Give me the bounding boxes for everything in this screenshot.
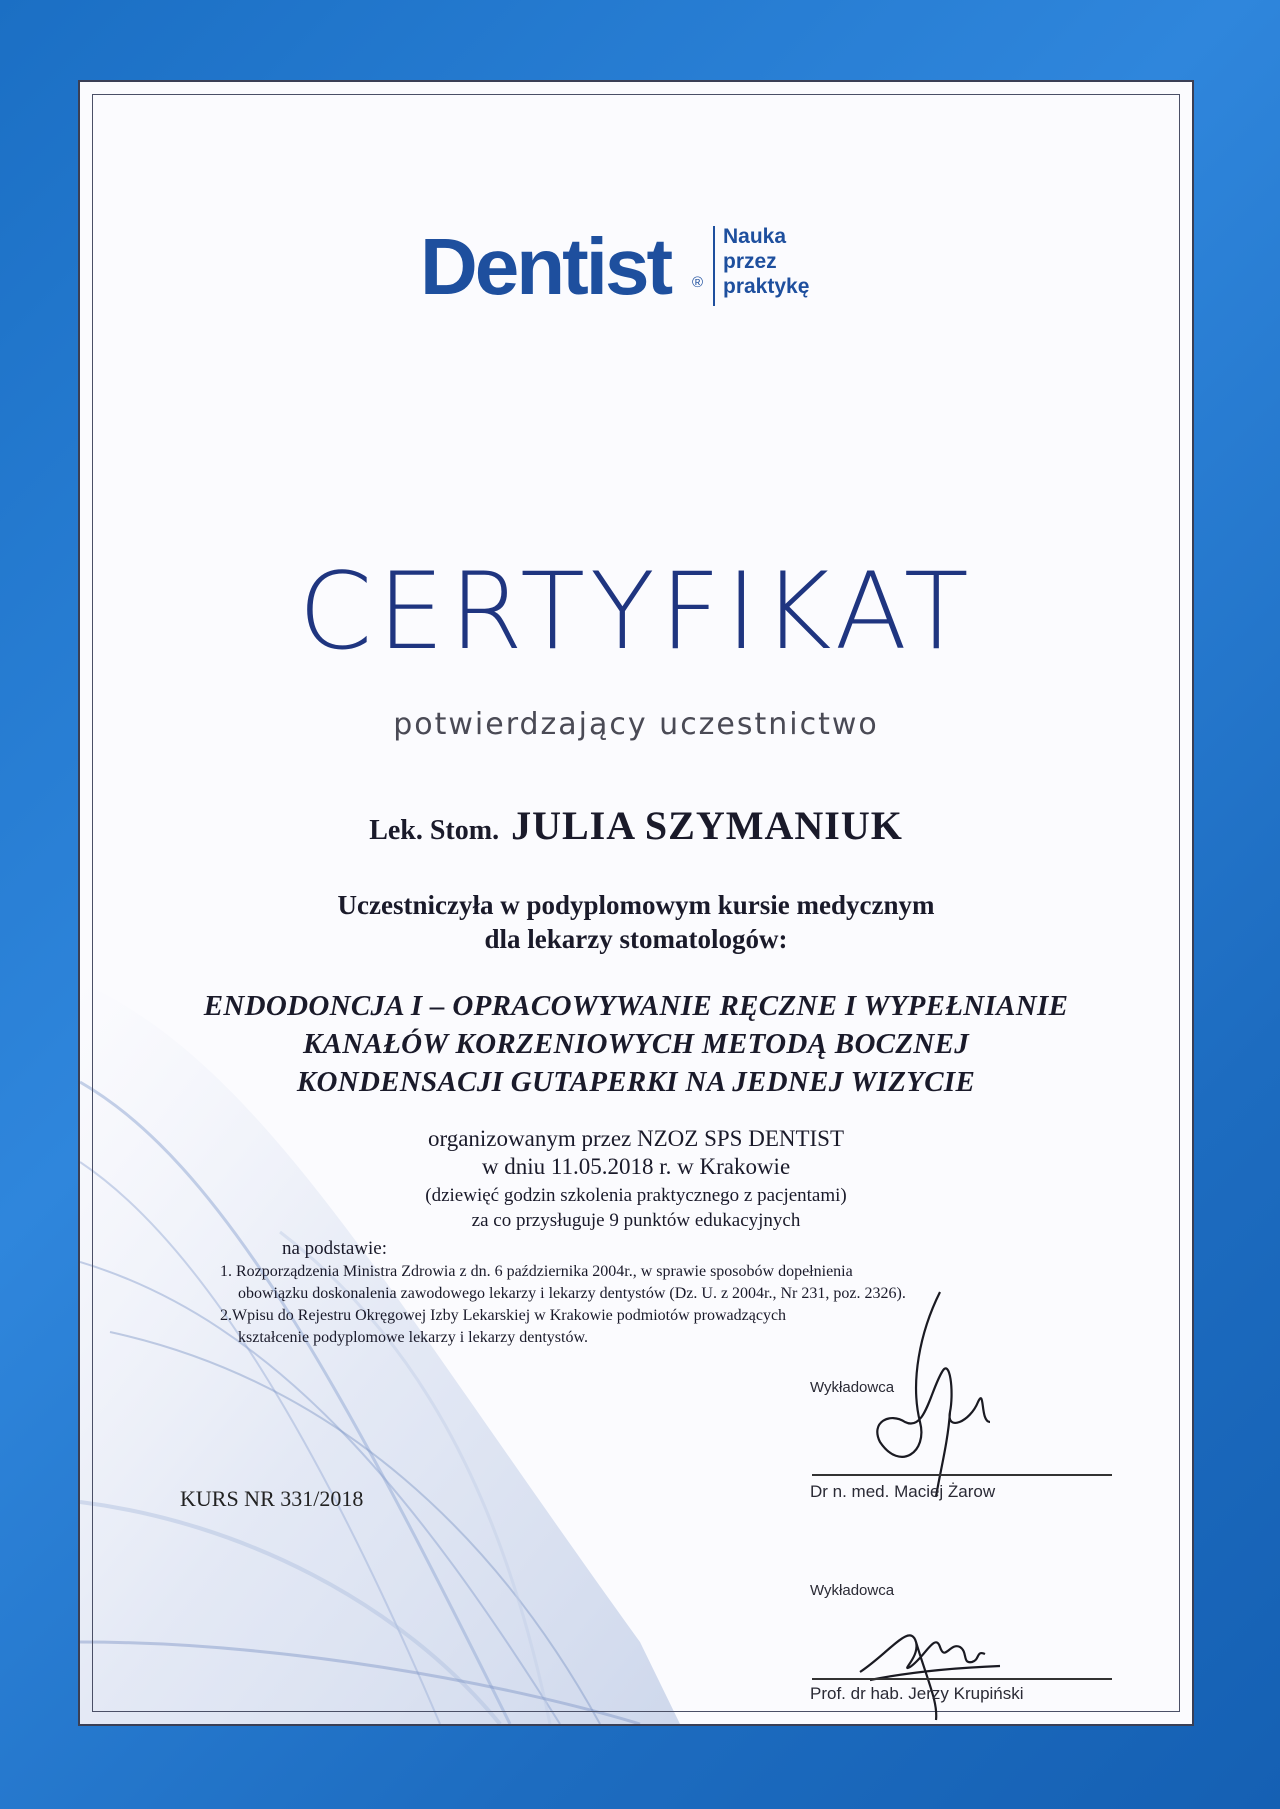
course-title-line: KONDENSACJI GUTAPERKI NA JEDNEJ WIZYCIE [296,1066,976,1098]
signature-line [812,1474,1112,1476]
dentist-logo [420,212,900,322]
basis-line: 1. Rozporządzenia Ministra Zdrowia z dn. 6 października 2004r., w sprawie sposobów dopełnienia [220,1263,853,1280]
signature-label: Wykładowca [810,1582,895,1599]
basis-line: obowiązku doskonalenia zawodowego lekarzy i lekarzy dentystów (Dz. U. z 2004r., Nr 231, poz. 2326). [238,1285,906,1302]
name-text: JULIA SZYMANIUK [511,803,903,848]
signature-name: Prof. dr hab. Jerzy Krupiński [810,1684,1024,1703]
logo-tagline [723,224,809,299]
tagline-line: przez [723,250,777,273]
signature-scribble [850,1272,1030,1502]
name-prefix: Lek. Stom. [369,815,500,846]
signature-label: Wykładowca [810,1379,895,1396]
points-text: za co przysługuje 9 punktów edukacyjnych [471,1210,801,1231]
basis-line: 2.Wpisu do Rejestru Okręgowej Izby Lekarskiej w Krakowie podmiotów prowadzących [220,1307,787,1324]
certificate-subtitle: potwierdzający uczestnictwo [393,707,879,742]
recipient-name [80,802,1192,849]
intro-line: dla lekarzy stomatologów: [484,924,788,954]
date-text: w dniu 11.05.2018 r. w Krakowie [481,1154,791,1179]
logo-divider [713,226,715,306]
tagline-line: Nauka [723,225,787,248]
signature-line [812,1678,1112,1680]
certificate-paper [78,80,1194,1726]
registered-mark: ® [692,274,704,291]
course-title-line: ENDODONCJA I – OPRACOWYWANIE RĘCZNE I WYPEŁNIANIE [203,990,1069,1022]
course-number: KURS NR 331/2018 [180,1486,364,1511]
basis-label: na podstawie: [282,1238,388,1259]
signature-scribble [850,1602,1030,1722]
hours-text: (dziewięć godzin szkolenia praktycznego z pacjentami) [425,1185,847,1206]
tagline-line: praktykę [723,275,810,298]
organizer-text: organizowanym przez NZOZ SPS DENTIST [427,1126,845,1151]
certificate-title: CERTYFIKAT [298,550,974,673]
signature-name: Dr n. med. Maciej Żarow [810,1482,996,1501]
logo-wordmark: Dentist [420,222,671,311]
course-title-line: KANAŁÓW KORZENIOWYCH METODĄ BOCZNEJ [302,1028,970,1060]
basis-line: kształcenie podyplomowe lekarzy i lekarzy dentystów. [238,1329,588,1346]
intro-line: Uczestniczyła w podyplomowym kursie medycznym [337,890,935,920]
